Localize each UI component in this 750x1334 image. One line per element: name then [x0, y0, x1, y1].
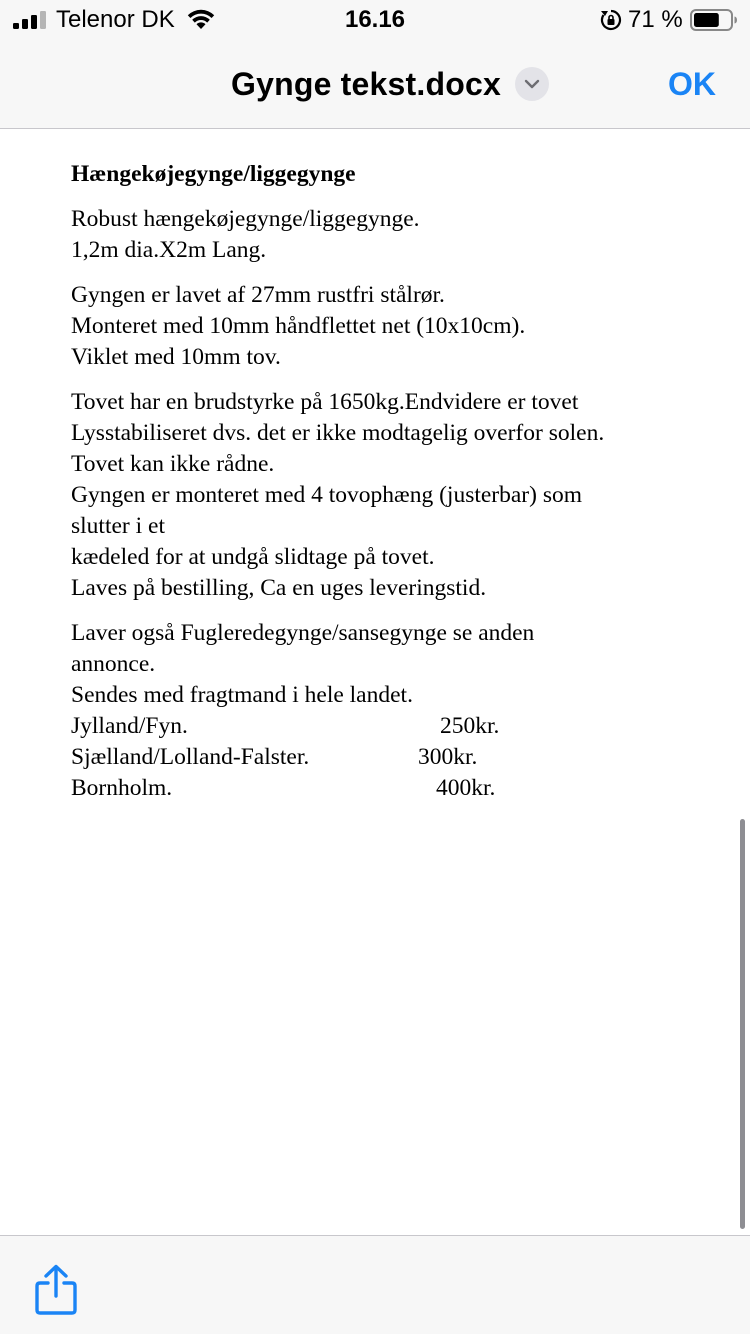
text-line: Tovet har en brudstyrke på 1650kg.Endvidere er tovet	[71, 389, 579, 415]
ok-button[interactable]: OK	[668, 66, 716, 102]
shipping-price: 250kr.	[440, 713, 500, 739]
text-line: annonce.	[71, 651, 156, 677]
paragraph	[71, 204, 681, 266]
shipping-region: Jylland/Fyn.	[71, 713, 188, 739]
title-area[interactable]	[0, 64, 750, 104]
shipping-region: Sjælland/Lolland-Falster.	[71, 744, 310, 770]
chevron-down-icon	[524, 79, 540, 89]
document-heading: Hængekøjegynge/liggegynge	[71, 161, 356, 187]
paragraph	[71, 280, 681, 373]
text-line: Tovet kan ikke rådne.	[71, 451, 275, 477]
text-line: slutter i et	[71, 513, 165, 539]
battery-percent: 71 %	[628, 6, 683, 33]
text-line: Laves på bestilling, Ca en uges leveringstid.	[71, 575, 487, 601]
share-icon[interactable]	[34, 1264, 78, 1316]
shipping-region: Bornholm.	[71, 775, 173, 801]
clock-time: 16.16	[344, 6, 406, 33]
document-body	[71, 159, 681, 804]
text-line: Monteret med 10mm håndflettet net (10x10cm).	[71, 313, 526, 339]
shipping-row	[71, 742, 681, 773]
text-line: Robust hængekøjegynge/liggegynge.	[71, 206, 420, 232]
text-line: Gyngen er lavet af 27mm rustfri stålrør.	[71, 282, 445, 308]
bottom-toolbar	[0, 1235, 750, 1334]
navigation-bar	[0, 40, 750, 129]
scrollbar[interactable]	[740, 819, 745, 1229]
carrier-name: Telenor DK	[56, 6, 175, 33]
text-line: kædeled for at undgå slidtage på tovet.	[71, 544, 435, 570]
shipping-price: 300kr.	[418, 744, 478, 770]
text-line: Viklet med 10mm tov.	[71, 344, 281, 370]
paragraph	[71, 387, 681, 604]
text-line: Gyngen er monteret med 4 tovophæng (justerbar) som	[71, 482, 583, 508]
shipping-row	[71, 711, 681, 742]
shipping-row	[71, 773, 681, 804]
orientation-lock-icon	[600, 9, 622, 31]
shipping-price: 400kr.	[436, 775, 496, 801]
text-line: 1,2m dia.X2m Lang.	[71, 237, 267, 263]
paragraph	[71, 618, 681, 804]
document-title: Gynge tekst.docx	[231, 66, 501, 102]
status-bar	[0, 0, 750, 40]
text-line: Sendes med fragtmand i hele landet.	[71, 682, 413, 708]
text-line: Lysstabiliseret dvs. det er ikke modtagelig overfor solen.	[71, 420, 605, 446]
battery-icon	[690, 9, 738, 31]
title-menu-button[interactable]	[515, 67, 549, 101]
text-line: Laver også Fugleredegynge/sansegynge se anden	[71, 620, 535, 646]
document-viewer[interactable]	[0, 129, 750, 1235]
